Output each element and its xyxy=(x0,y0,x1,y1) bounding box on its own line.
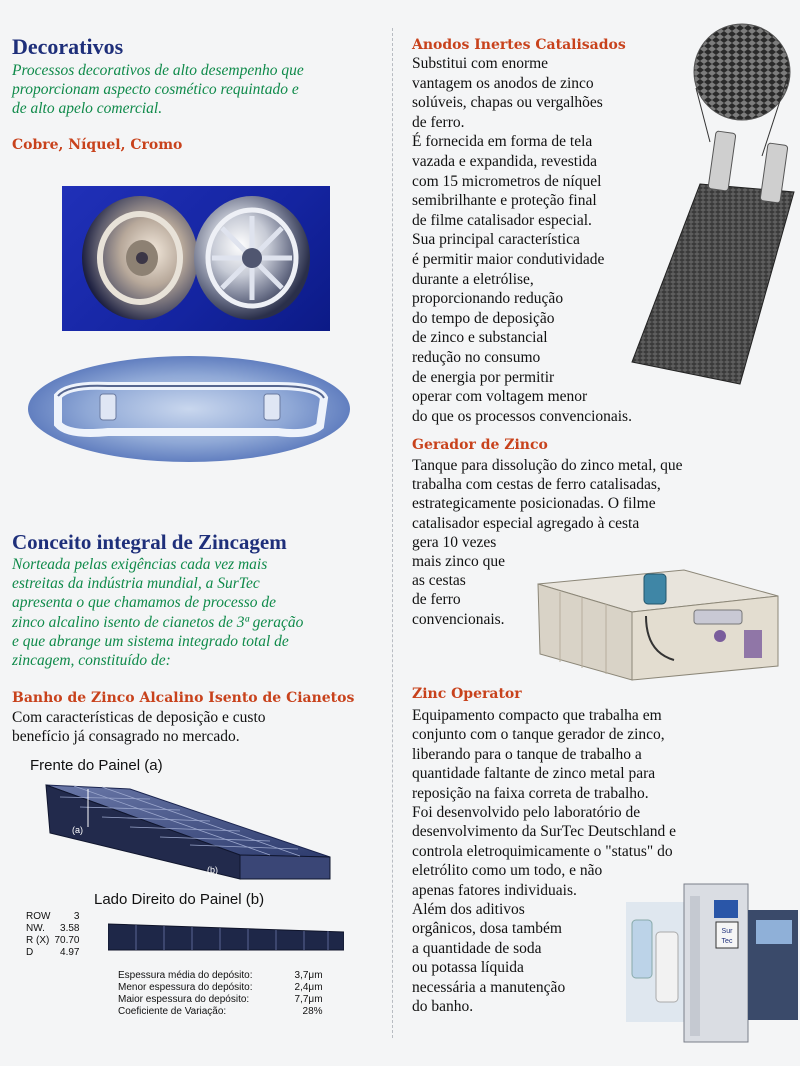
anodos-line: vazada e expandida, revestida xyxy=(412,152,598,170)
anodos-line: Sua principal característica xyxy=(412,231,580,249)
lado-painel-label: Lado Direito do Painel (b) xyxy=(94,891,265,908)
conceito-zincagem-title: Conceito integral de Zincagem xyxy=(12,530,287,554)
zincop-line: conjunto com o tanque gerador de zinco, xyxy=(412,726,665,744)
zinc-operator-title: Zinc Operator xyxy=(412,686,522,702)
gerador-line: estrategicamente posicionadas. O filme xyxy=(412,495,656,513)
anodos-line: de zinco e substancial xyxy=(412,329,548,347)
zinc-generator-tank-image xyxy=(534,556,784,686)
frente-painel-label: Frente do Painel (a) xyxy=(30,757,163,774)
measure-label: Maior espessura do depósito: xyxy=(118,994,250,1005)
conceito-line: zincagem, constituído de: xyxy=(12,652,171,670)
measure-value: 7,7μm xyxy=(294,994,323,1005)
conceito-line: Norteada pelas exigências cada vez mais xyxy=(12,556,268,573)
measure-value: 3,7μm xyxy=(294,970,323,981)
zincop-line: Além dos aditivos xyxy=(412,901,525,919)
anodos-line: solúveis, chapas ou vergalhões xyxy=(412,94,603,112)
conceito-zincagem-subtitle xyxy=(12,555,342,670)
cobre-niquel-cromo-label: Cobre, Níquel, Cromo xyxy=(12,137,183,153)
measure-value: 2,4μm xyxy=(294,982,323,993)
device-label-sur: Sur xyxy=(721,928,733,935)
measure-row xyxy=(118,1006,323,1018)
anodos-line: é permitir maior condutividade xyxy=(412,250,605,268)
gerador-line: Tanque para dissolução do zinco metal, que xyxy=(412,457,683,474)
zincop-line: desenvolvimento da SurTec Deutschland e xyxy=(412,823,677,841)
anodos-line: vantagem os anodos de zinco xyxy=(412,74,594,92)
zincop-line: necessária a manutenção xyxy=(412,978,566,996)
measure-label: Menor espessura do depósito: xyxy=(118,982,253,993)
chrome-wheels-image xyxy=(62,186,330,331)
chrome-bumper-photo xyxy=(28,356,350,462)
zincop-line: quantidade faltante de zinco metal para xyxy=(412,765,656,783)
stats-label: ROW xyxy=(26,911,51,922)
gerador-line: catalisador especial agregado à cesta xyxy=(412,514,640,532)
banho-zinco-text xyxy=(12,708,372,746)
anodos-line: de ferro. xyxy=(412,113,465,131)
stats-value: 4.97 xyxy=(60,947,80,958)
zincop-line: apenas fatores individuais. xyxy=(412,881,577,899)
conceito-line: apresenta o que chamamos de processo de xyxy=(12,594,277,612)
measure-value: 28% xyxy=(302,1006,323,1017)
stats-value: 70.70 xyxy=(54,935,80,946)
zincop-line: ou potassa líquida xyxy=(412,959,524,977)
measure-label: Coeficiente de Variação: xyxy=(118,1006,227,1017)
conceito-line: e que abrange um sistema integrado total de xyxy=(12,632,289,650)
stats-row xyxy=(26,947,83,959)
banho-line: benefício já consagrado no mercado. xyxy=(12,728,240,745)
anodos-line: Substitui com enorme xyxy=(412,55,549,72)
gerador-zinco-title: Gerador de Zinco xyxy=(412,437,548,453)
chrome-bumper-image xyxy=(28,356,350,462)
stats-value: 3 xyxy=(73,911,80,922)
anodos-line: operar com voltagem menor xyxy=(412,388,588,406)
banho-line: Com características de deposição e custo xyxy=(12,709,266,726)
anodos-line: proporcionando redução xyxy=(412,290,564,308)
anodos-line: durante a eletrólise, xyxy=(412,270,534,288)
measure-row xyxy=(118,982,323,994)
device-label-tec: Tec xyxy=(721,938,733,945)
anodos-title: Anodos Inertes Catalisados xyxy=(412,37,626,53)
zincop-line: Foi desenvolvido pelo laboratório de xyxy=(412,804,641,822)
stats-row xyxy=(26,935,83,947)
anodos-line: do que os processos convencionais. xyxy=(412,407,632,425)
stats-label: D xyxy=(26,947,34,958)
anodos-line: É fornecida em forma de tela xyxy=(412,133,593,151)
conceito-line: estreitas da indústria mundial, a SurTec xyxy=(12,575,260,593)
stats-label: R (X) xyxy=(26,935,50,946)
stats-row xyxy=(26,911,83,923)
anodos-line: de filme catalisador especial. xyxy=(412,211,592,229)
zincop-line: orgânicos, dosa também xyxy=(412,920,562,938)
banho-zinco-title: Banho de Zinco Alcalino Isento de Cianetos xyxy=(12,690,355,706)
decorativos-subtitle xyxy=(12,61,362,118)
panel-stats-table xyxy=(26,911,83,959)
chrome-wheels-photo xyxy=(62,186,330,331)
zincop-line: Equipamento compacto que trabalha em xyxy=(412,707,662,724)
zincop-line: a quantidade de soda xyxy=(412,939,542,957)
gerador-line: trabalha com cestas de ferro catalisadas, xyxy=(412,476,661,494)
gerador-line: convencionais. xyxy=(412,610,505,628)
decorativos-subtitle-line: de alto apelo comercial. xyxy=(12,100,163,117)
stats-value: 3.58 xyxy=(60,923,80,934)
measure-row xyxy=(118,970,323,982)
gerador-line: de ferro xyxy=(412,591,461,609)
zinc-operator-device-image xyxy=(626,880,798,1046)
zincop-line: eletrólito como um todo, e não xyxy=(412,862,603,880)
measure-row xyxy=(118,994,323,1006)
deposit-measures-table xyxy=(118,970,323,1018)
measure-label: Espessura média do depósito: xyxy=(118,970,253,981)
zincop-line: controla eletroquimicamente o "status" do xyxy=(412,842,673,860)
side-panel-bar xyxy=(108,918,344,954)
anode-mesh-image xyxy=(604,16,798,386)
stats-row xyxy=(26,923,83,935)
stats-label: NW. xyxy=(26,923,45,934)
marker-b: (b) xyxy=(207,865,218,875)
marker-a: (a) xyxy=(72,825,83,835)
anodos-line: de energia por permitir xyxy=(412,368,555,386)
decorativos-title: Decorativos xyxy=(12,34,124,59)
panel-3d-diagram xyxy=(40,775,340,895)
zincop-line: liberando para o tanque de trabalho a xyxy=(412,745,642,763)
decorativos-subtitle-line: Processos decorativos de alto desempenho que xyxy=(12,62,304,79)
gerador-line: as cestas xyxy=(412,572,466,590)
anodos-line: com 15 micrometros de níquel xyxy=(412,172,602,190)
anodos-line: semibrilhante e proteção final xyxy=(412,192,597,210)
gerador-line: mais zinco que xyxy=(412,553,505,571)
zincop-line: reposição na faixa correta de trabalho. xyxy=(412,784,649,802)
conceito-line: zinco alcalino isento de cianetos de 3ª geração xyxy=(12,613,304,631)
gerador-line: gera 10 vezes xyxy=(412,533,497,551)
anodos-line: redução no consumo xyxy=(412,348,541,366)
zincop-line: do banho. xyxy=(412,998,474,1016)
column-divider xyxy=(392,28,393,1038)
decorativos-subtitle-line: proporcionam aspecto cosmético requintado e xyxy=(12,81,299,98)
anodos-line: do tempo de deposição xyxy=(412,309,555,327)
